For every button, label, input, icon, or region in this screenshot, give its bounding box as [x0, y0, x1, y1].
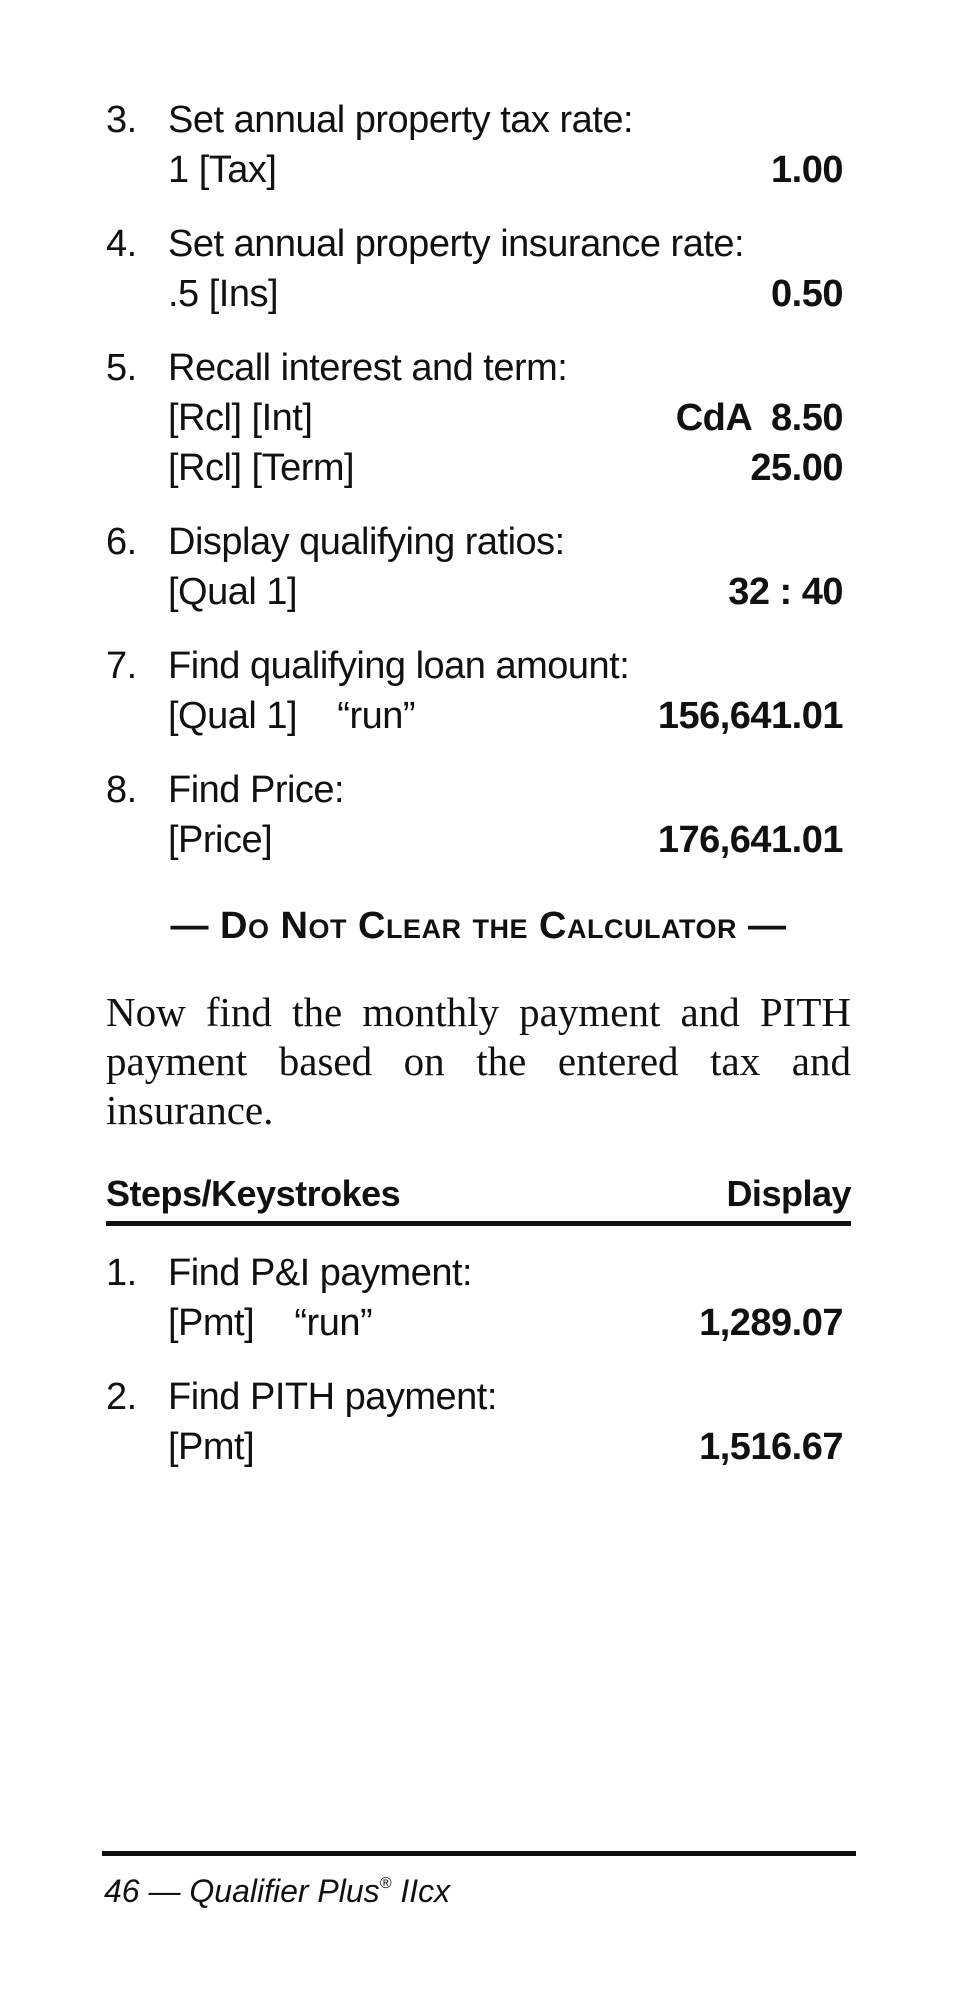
step-8 — [106, 765, 851, 865]
display-value: 1,289.07 — [699, 1302, 843, 1344]
step-row — [168, 443, 851, 493]
step-number: 7. — [106, 645, 137, 687]
display-value: 25.00 — [750, 447, 843, 489]
step-title: Find PITH payment: — [168, 1376, 497, 1418]
step-7 — [106, 641, 851, 741]
steps-list-part2 — [106, 1248, 851, 1472]
header-steps-keystrokes: Steps/Keystrokes — [106, 1173, 401, 1214]
keystrokes: [Pmt] — [168, 1426, 255, 1468]
display-value: 0.50 — [771, 273, 843, 315]
steps-list-part1 — [106, 95, 851, 865]
registered-mark: ® — [379, 1875, 392, 1892]
step-title: Find P&I payment: — [168, 1252, 473, 1294]
keystrokes: [Qual 1] — [168, 571, 298, 613]
keystrokes: [Pmt] “run” — [168, 1302, 373, 1344]
keystrokes: .5 [Ins] — [168, 273, 279, 315]
page-content — [106, 95, 851, 1496]
steps-table-header — [106, 1173, 851, 1226]
do-not-clear-notice — [106, 905, 851, 948]
step-title: Set annual property tax rate: — [168, 99, 634, 141]
display-value: CdA 8.50 — [675, 397, 843, 439]
step-row — [168, 815, 851, 865]
display-value: 1.00 — [771, 149, 843, 191]
keystrokes: [Qual 1] “run” — [168, 695, 416, 737]
step-2 — [106, 1372, 851, 1472]
footer-separator: — — [148, 1873, 181, 1909]
instruction-paragraph: Now find the monthly payment and PITH payment based on the entered tax and insurance. — [106, 989, 851, 1133]
step-row — [168, 269, 851, 319]
step-row — [168, 393, 851, 443]
keystrokes: [Rcl] [Term] — [168, 447, 355, 489]
step-title: Recall interest and term: — [168, 347, 568, 389]
product-name: Qualifier Plus — [189, 1873, 380, 1909]
step-6 — [106, 517, 851, 617]
step-number: 5. — [106, 347, 137, 389]
display-value: 156,641.01 — [657, 695, 843, 737]
step-number: 2. — [106, 1376, 137, 1418]
step-row — [168, 691, 851, 741]
step-number: 8. — [106, 769, 137, 811]
step-3 — [106, 95, 851, 195]
page-number: 46 — [104, 1873, 140, 1909]
notice-dash-left: — — [170, 905, 209, 947]
step-title: Display qualifying ratios: — [168, 521, 565, 563]
step-1 — [106, 1248, 851, 1348]
step-title: Find qualifying loan amount: — [168, 645, 630, 687]
keystrokes: [Price] — [168, 819, 273, 861]
keystrokes: [Rcl] [Int] — [168, 397, 313, 439]
step-row — [168, 1298, 851, 1348]
step-row — [168, 145, 851, 195]
step-title: Set annual property insurance rate: — [168, 223, 745, 265]
header-display: Display — [726, 1173, 851, 1214]
product-model: IIcx — [400, 1873, 451, 1909]
display-value: 32 : 40 — [728, 571, 843, 613]
display-value: 1,516.67 — [699, 1426, 843, 1468]
page-footer — [104, 1862, 450, 1913]
step-number: 4. — [106, 223, 137, 265]
notice-text: Do Not Clear the Calculator — [220, 905, 737, 947]
keystrokes: 1 [Tax] — [168, 149, 277, 191]
step-title: Find Price: — [168, 769, 345, 811]
step-number: 3. — [106, 99, 137, 141]
step-5 — [106, 343, 851, 493]
step-4 — [106, 219, 851, 319]
step-row — [168, 1422, 851, 1472]
notice-dash-right: — — [748, 905, 787, 947]
step-number: 1. — [106, 1252, 137, 1294]
footer-rule — [102, 1851, 856, 1856]
step-row — [168, 567, 851, 617]
step-number: 6. — [106, 521, 137, 563]
display-value: 176,641.01 — [657, 819, 843, 861]
